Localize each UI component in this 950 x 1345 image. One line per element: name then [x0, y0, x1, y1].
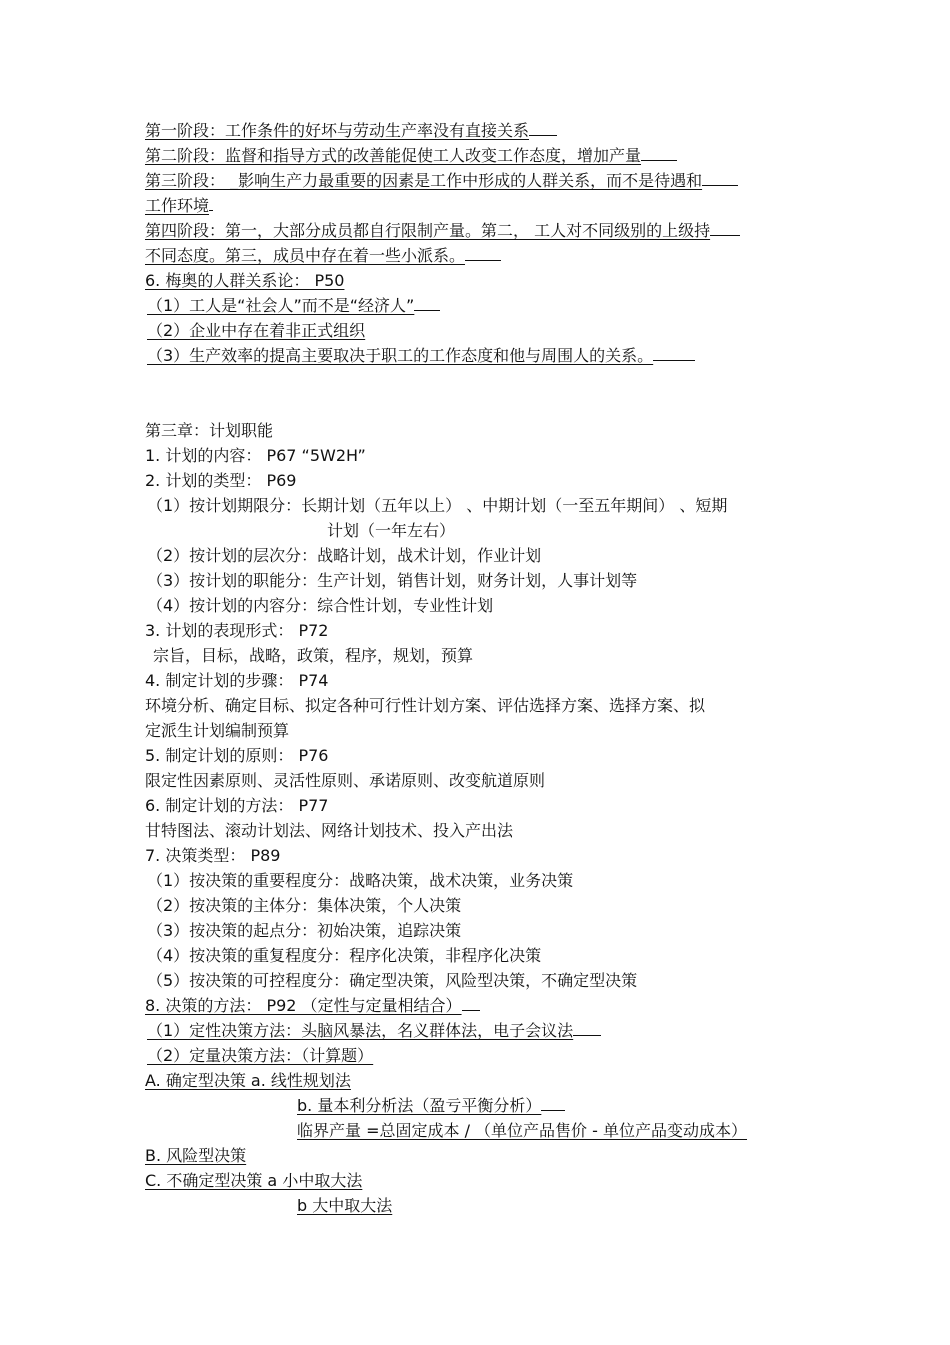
- heading-plan-principles: 5. 制定计划的原则： P76: [145, 746, 329, 765]
- list-item-quantitative-methods: （2）定量决策方法：（计算题）: [147, 1046, 374, 1065]
- list-item-mayo-3: （3）生产效率的提高主要取决于职工的工作态度和他与周围人的关系。: [145, 343, 825, 368]
- text-certain-decision: A. 确定型决策 a. 线性规划法: [145, 1071, 351, 1090]
- document-page: [145, 118, 825, 1218]
- heading-decision-types: 7. 决策类型： P89: [145, 846, 281, 865]
- text-line-stage-3: 第三阶段： _影响生产力最重要的因素是工作中形成的人群关系，而不是待遇和: [145, 168, 825, 193]
- text-uncertain-decision: C. 不确定型决策 a 小中取大法: [145, 1171, 363, 1190]
- list-item-qualitative-methods: （1）定性决策方法：头脑风暴法，名义群体法，电子会议法: [145, 1018, 825, 1043]
- section-gap: [145, 368, 825, 418]
- list-item-plan-type-2: （2）按计划的层次分：战略计划，战术计划，作业计划: [147, 546, 542, 565]
- chapter-title: 第三章：计划职能: [145, 421, 274, 440]
- text-plan-steps-cont: 定派生计划编制预算: [145, 721, 290, 740]
- list-item-mayo-1: （1）工人是“社会人”而不是“经济人”: [145, 293, 825, 318]
- list-item-decision-type-5: （5）按决策的可控程度分：确定型决策，风险型决策，不确定型决策: [147, 971, 638, 990]
- text-line-stage-4-cont: 不同态度。第三，成员中存在着一些小派系。: [145, 243, 825, 268]
- list-item-plan-type-4: （4）按计划的内容分：综合性计划，专业性计划: [147, 596, 494, 615]
- heading-mayo-theory: 6. 梅奥的人群关系论： P50: [145, 271, 345, 290]
- text-maximax-method: b 大中取大法: [297, 1196, 393, 1215]
- heading-decision-methods: 8. 决策的方法： P92 （定性与定量相结合）: [145, 993, 825, 1018]
- list-item-mayo-2: （2）企业中存在着非正式组织: [147, 321, 366, 340]
- heading-plan-forms: 3. 计划的表现形式： P72: [145, 621, 329, 640]
- text-risk-decision: B. 风险型决策: [145, 1146, 247, 1165]
- list-item-plan-type-1-cont: 计划（一年左右）: [327, 521, 456, 540]
- text-plan-methods: 甘特图法、滚动计划法、网络计划技术、投入产出法: [145, 821, 514, 840]
- list-item-decision-type-2: （2）按决策的主体分：集体决策，个人决策: [147, 896, 462, 915]
- text-line-stage-1: 第一阶段：工作条件的好坏与劳动生产率没有直接关系: [145, 118, 825, 143]
- text-line-stage-4: 第四阶段：第一，大部分成员都自行限制产量。第二， 工人对不同级别的上级持: [145, 218, 825, 243]
- heading-plan-content: 1. 计划的内容： P67 “5W2H”: [145, 446, 366, 465]
- text-plan-steps: 环境分析、确定目标、拟定各种可行性计划方案、评估选择方案、选择方案、拟: [145, 696, 706, 715]
- heading-plan-types: 2. 计划的类型： P69: [145, 471, 297, 490]
- heading-plan-methods: 6. 制定计划的方法： P77: [145, 796, 329, 815]
- list-item-plan-type-1: （1）按计划期限分：长期计划（五年以上） 、中期计划（一至五年期间） 、短期: [147, 496, 728, 515]
- text-break-even-analysis: b. 量本利分析法（盈亏平衡分析）: [145, 1093, 825, 1118]
- list-item-plan-type-3: （3）按计划的职能分：生产计划，销售计划，财务计划，人事计划等: [147, 571, 638, 590]
- text-plan-principles: 限定性因素原则、灵活性原则、承诺原则、改变航道原则: [145, 771, 546, 790]
- list-item-decision-type-1: （1）按决策的重要程度分：战略决策，战术决策，业务决策: [147, 871, 574, 890]
- heading-plan-steps: 4. 制定计划的步骤： P74: [145, 671, 329, 690]
- text-line-stage-2: 第二阶段：监督和指导方式的改善能促使工人改变工作态度，增加产量: [145, 143, 825, 168]
- text-line-stage-3-cont: 工作环境: [145, 193, 825, 218]
- text-plan-forms: 宗旨，目标，战略，政策，程序，规划，预算: [153, 646, 474, 665]
- list-item-decision-type-4: （4）按决策的重复程度分：程序化决策，非程序化决策: [147, 946, 542, 965]
- text-break-even-formula: 临界产量 =总固定成本 / （单位产品售价 - 单位产品变动成本）: [297, 1121, 748, 1140]
- list-item-decision-type-3: （3）按决策的起点分：初始决策，追踪决策: [147, 921, 462, 940]
